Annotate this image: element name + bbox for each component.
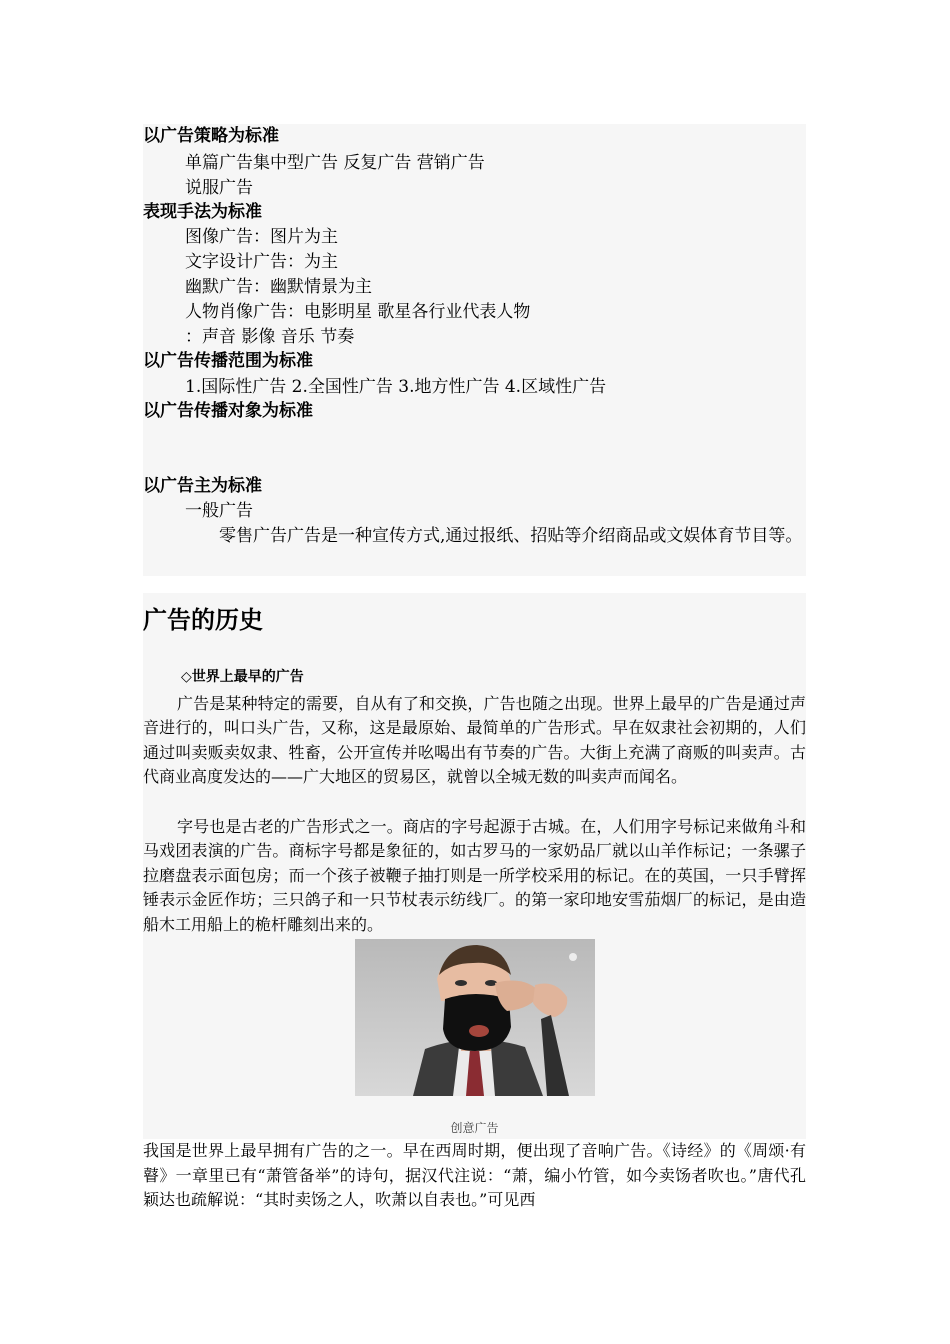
figure-section (143, 939, 806, 1139)
list-item: 单篇广告集中型广告 反复广告 营销广告 (185, 153, 485, 173)
ad-classification-section (143, 124, 806, 576)
heading-advertiser: 以广告主为标准 (143, 476, 262, 496)
history-title: 广告的历史 (143, 606, 263, 634)
list-item: 文字设计广告：为主 (185, 252, 338, 272)
closing-section (143, 1139, 806, 1215)
heading-scope: 以广告传播范围为标准 (143, 351, 313, 371)
retail-ad-paragraph: 零售广告广告是一种宣传方式,通过报纸、招贴等介绍商品或文娱体育节目等。 (219, 526, 803, 546)
list-item: 一般广告 (185, 501, 253, 521)
history-subtitle: ◇世界上最早的广告 (181, 669, 304, 685)
list-item: 幽默广告：幽默情景为主 (185, 277, 372, 297)
list-item: ：声音 影像 音乐 节奏 (185, 327, 355, 347)
list-item: 人物肖像广告：电影明星 歌星各行业代表人物 (185, 302, 531, 322)
history-paragraph-1: 广告是某种特定的需要，自从有了和交换，广告也随之出现。世界上最早的广告是通过声音进行的，叫口头广告，又称，这是最原始、最简单的广告形式。早在奴隶社会初期的，人们通过叫卖贩卖奴隶、牲畜，公开宣传并吆喝出有节奏的广告。大街上充满了商贩的叫卖声。古代商业高度发达的——广大地区的贸易区，就曾以全城无数的叫卖声而闻名。 (143, 694, 806, 787)
heading-technique: 表现手法为标准 (143, 202, 262, 222)
history-paragraph-2: 字号也是古老的广告形式之一。商店的字号起源于古城。在，人们用字号标记来做角斗和马戏团表演的广告。商标字号都是象征的，如古罗马的一家奶品厂就以山羊作标记；一条骡子拉磨盘表示面包房；而一个孩子被鞭子抽打则是一所学校采用的标记。在的英国，一只手臂挥锤表示金匠作坊；三只鸽子和一只节杖表示纺线厂。的第一家印地安雪茄烟厂的标记，是由造船木工用船上的桅杆雕刻出来的。 (143, 817, 806, 934)
figure-caption: 创意广告 (450, 1121, 499, 1135)
masked-man-illustration (355, 939, 595, 1096)
heading-audience: 以广告传播对象为标准 (143, 401, 313, 421)
closing-paragraph: 我国是世界上最早拥有广告的之一。早在西周时期，便出现了音响广告。《诗经》的《周颂·有瞽》一章里已有“萧管备举”的诗句，据汉代注说：“萧，编小竹管，如今卖饧者吹也。”唐代孔颖达也疏解说：“其时卖饧之人，吹萧以自表也。”可见西 (143, 1141, 806, 1209)
heading-strategy: 以广告策略为标准 (143, 126, 279, 146)
list-item: 图像广告：图片为主 (185, 227, 338, 247)
history-section (143, 593, 806, 939)
list-item: 1.国际性广告 2.全国性广告 3.地方性广告 4.区域性广告 (185, 377, 607, 397)
list-item: 说服广告 (185, 178, 253, 198)
creative-ad-photo (355, 939, 595, 1096)
